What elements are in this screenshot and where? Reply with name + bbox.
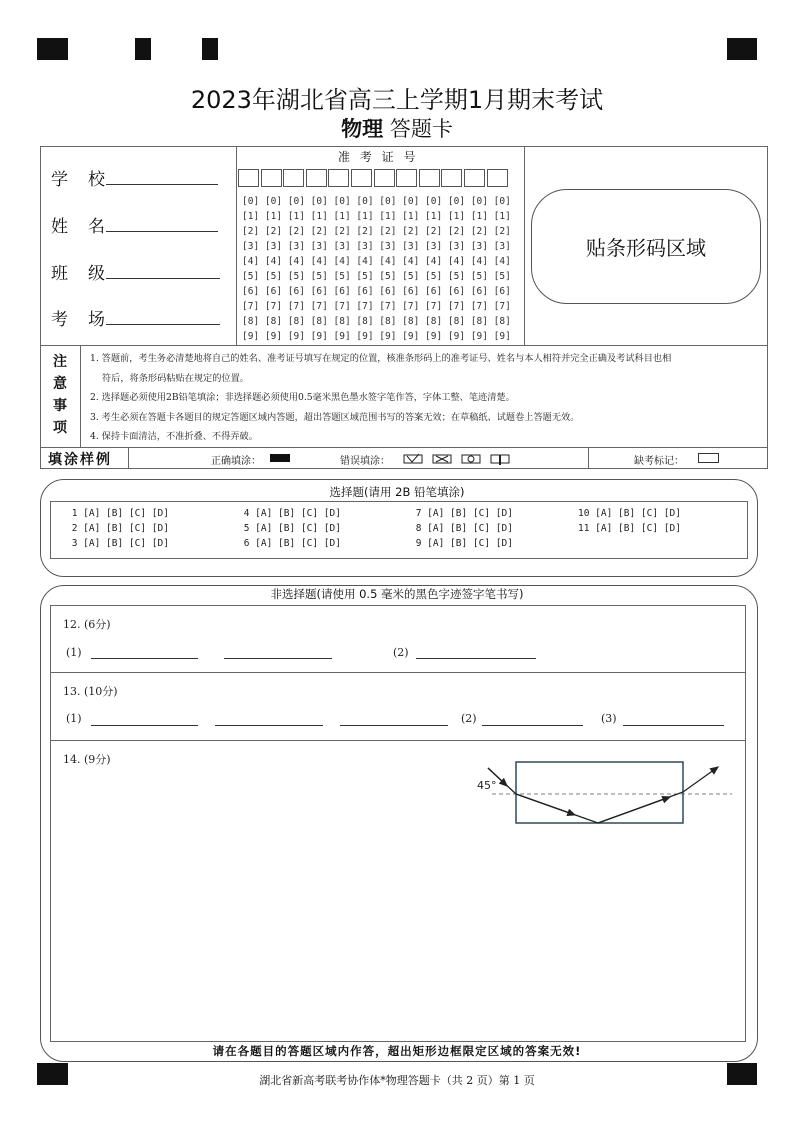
subject-name: 物理 [341, 117, 384, 141]
notice-heading-char: 意 [53, 376, 67, 392]
q13-part1-answer[interactable] [340, 725, 448, 726]
q12-part1-answer[interactable] [91, 658, 198, 659]
exit-ray [683, 767, 718, 792]
choice-question[interactable]: 7 [A] [B] [C] [D] [410, 508, 513, 519]
school-label: 学校 [51, 170, 125, 190]
notice-heading-char: 注 [53, 354, 67, 370]
exam-id-cell[interactable] [464, 169, 485, 187]
digit-bubble-row[interactable]: [9] [9] [9] [9] [9] [9] [9] [9] [9] [9] [9] [9] [242, 331, 511, 342]
fill-example-label: 填涂样例 [48, 452, 112, 468]
card-label: 答题卡 [389, 117, 453, 141]
divider [80, 345, 81, 447]
digit-bubble-row[interactable]: [6] [6] [6] [6] [6] [6] [6] [6] [6] [6] [6] [6] [242, 286, 511, 297]
name-label: 姓名 [51, 217, 125, 237]
choice-question[interactable]: 1 [A] [B] [C] [D] [66, 508, 169, 519]
absent-mark-label: 缺考标记： [634, 456, 684, 467]
digit-bubble-row[interactable]: [8] [8] [8] [8] [8] [8] [8] [8] [8] [8] [8] [8] [242, 316, 511, 327]
alignment-mark [37, 38, 68, 60]
choice-question[interactable]: 11 [A] [B] [C] [D] [578, 523, 681, 534]
wrong-fill-label: 错误填涂： [340, 456, 390, 467]
q13-part1-label: (1) [66, 712, 82, 725]
exam-id-label: 准 考 证 号 [338, 150, 419, 164]
class-label: 班级 [51, 264, 125, 284]
exam-id-cell[interactable] [306, 169, 327, 187]
divider [588, 447, 589, 469]
choice-question[interactable]: 3 [A] [B] [C] [D] [66, 538, 169, 549]
choice-question[interactable]: 10 [A] [B] [C] [D] [578, 508, 681, 519]
divider [50, 672, 746, 673]
school-input[interactable] [106, 184, 218, 185]
page-footer: 湖北省新高考联考协作体*物理答题卡（共 2 页）第 1 页 [259, 1074, 535, 1087]
absent-mark-box[interactable] [698, 453, 719, 463]
q13-part2-label: (2) [461, 712, 477, 725]
digit-bubble-row[interactable]: [5] [5] [5] [5] [5] [5] [5] [5] [5] [5] [5] [5] [242, 271, 511, 282]
notice-heading-char: 事 [53, 398, 67, 414]
divider [236, 146, 237, 345]
q12-part1-answer[interactable] [224, 658, 332, 659]
exam-id-bubbles[interactable] [242, 194, 511, 344]
divider [128, 447, 129, 469]
exam-id-cell[interactable] [419, 169, 440, 187]
q13-part2-answer[interactable] [482, 725, 583, 726]
divider [524, 146, 525, 345]
divider [50, 740, 746, 741]
notice-item: 3. 考生必须在答题卡各题目的规定答题区域内答题，超出答题区域范围书写的答案无效；在草稿纸、试题卷上答题无效。 [90, 411, 580, 423]
q13-part3-answer[interactable] [623, 725, 724, 726]
reflected-ray-arrow [598, 797, 670, 823]
divider [40, 447, 768, 448]
name-input[interactable] [106, 231, 218, 232]
notice-list [90, 349, 760, 447]
alignment-mark [135, 38, 151, 60]
barcode-area-label: 贴条形码区域 [586, 236, 706, 260]
glass-block [516, 762, 683, 823]
q12-label: 12. (6分) [63, 618, 111, 631]
notice-item: 2. 选择题必须使用2B铅笔填涂；非选择题必须使用0.5毫米黑色墨水签字笔作答，字体工整、笔迹清楚。 [90, 392, 515, 404]
q13-part3-label: (3) [601, 712, 617, 725]
page-subtitle [0, 113, 794, 143]
footer-warning: 请在各题目的答题区域内作答，超出矩形边框限定区域的答案无效! [212, 1044, 582, 1058]
notice-heading-char: 项 [53, 420, 67, 436]
correct-fill-sample [270, 454, 290, 462]
nonchoice-section-title: 非选择题(请使用 0.5 毫米的黑色字迹签字笔书写) [270, 587, 524, 601]
divider [40, 345, 768, 346]
exam-id-cell[interactable] [441, 169, 462, 187]
choice-question[interactable]: 6 [A] [B] [C] [D] [238, 538, 341, 549]
choice-section-title: 选择题(请用 2B 铅笔填涂) [329, 485, 465, 499]
angle-label: 45° [477, 779, 497, 792]
digit-bubble-row[interactable]: [1] [1] [1] [1] [1] [1] [1] [1] [1] [1] [1] [1] [242, 211, 511, 222]
digit-bubble-row[interactable]: [3] [3] [3] [3] [3] [3] [3] [3] [3] [3] [3] [3] [242, 241, 511, 252]
notice-item: 4. 保持卡面清洁，不准折叠、不得弄破。 [90, 431, 258, 443]
digit-bubble-row[interactable]: [7] [7] [7] [7] [7] [7] [7] [7] [7] [7] [7] [7] [242, 301, 511, 312]
notice-item: 1. 答题前，考生务必清楚地将自己的姓名、准考证号填写在规定的位置，核准条形码上的准考证号、姓名与本人相符并完全正确及考试科目也相 [90, 353, 672, 364]
q14-label: 14. (9分) [63, 753, 111, 766]
exam-id-cell[interactable] [238, 169, 259, 187]
alignment-mark [727, 38, 757, 60]
exam-id-cell[interactable] [328, 169, 349, 187]
choice-question[interactable]: 4 [A] [B] [C] [D] [238, 508, 341, 519]
exam-id-cell[interactable] [374, 169, 395, 187]
choice-question[interactable]: 9 [A] [B] [C] [D] [410, 538, 513, 549]
q13-part1-answer[interactable] [215, 725, 323, 726]
q13-part1-answer[interactable] [91, 725, 198, 726]
q12-part2-answer[interactable] [416, 658, 536, 659]
room-input[interactable] [106, 324, 220, 325]
digit-bubble-row[interactable]: [4] [4] [4] [4] [4] [4] [4] [4] [4] [4] [4] [4] [242, 256, 511, 267]
wrong-fill-icon [403, 452, 511, 466]
room-label: 考场 [51, 310, 125, 330]
exam-id-cell[interactable] [396, 169, 417, 187]
optics-diagram [470, 755, 740, 835]
exam-id-cell[interactable] [283, 169, 304, 187]
class-input[interactable] [106, 278, 220, 279]
q12-part1-label: (1) [66, 646, 82, 659]
refracted-ray-arrow [516, 794, 575, 815]
wrong-fill-samples [403, 451, 511, 470]
alignment-mark [202, 38, 218, 60]
exam-id-cell[interactable] [351, 169, 372, 187]
q13-label: 13. (10分) [63, 685, 118, 698]
exam-id-cell[interactable] [487, 169, 508, 187]
choice-question[interactable]: 8 [A] [B] [C] [D] [410, 523, 513, 534]
digit-bubble-row[interactable]: [0] [0] [0] [0] [0] [0] [0] [0] [0] [0] [0] [0] [242, 196, 511, 207]
correct-fill-label: 正确填涂： [211, 456, 261, 467]
exam-id-cell[interactable] [261, 169, 282, 187]
q12-part2-label: (2) [393, 646, 409, 659]
page-title: 2023年湖北省高三上学期1月期末考试 [190, 86, 604, 114]
notice-item: 符后，将条形码粘贴在规定的位置。 [102, 372, 249, 384]
choice-question[interactable]: 5 [A] [B] [C] [D] [238, 523, 341, 534]
notice-heading [44, 351, 76, 439]
choice-question[interactable]: 2 [A] [B] [C] [D] [66, 523, 169, 534]
digit-bubble-row[interactable]: [2] [2] [2] [2] [2] [2] [2] [2] [2] [2] [2] [2] [242, 226, 511, 237]
